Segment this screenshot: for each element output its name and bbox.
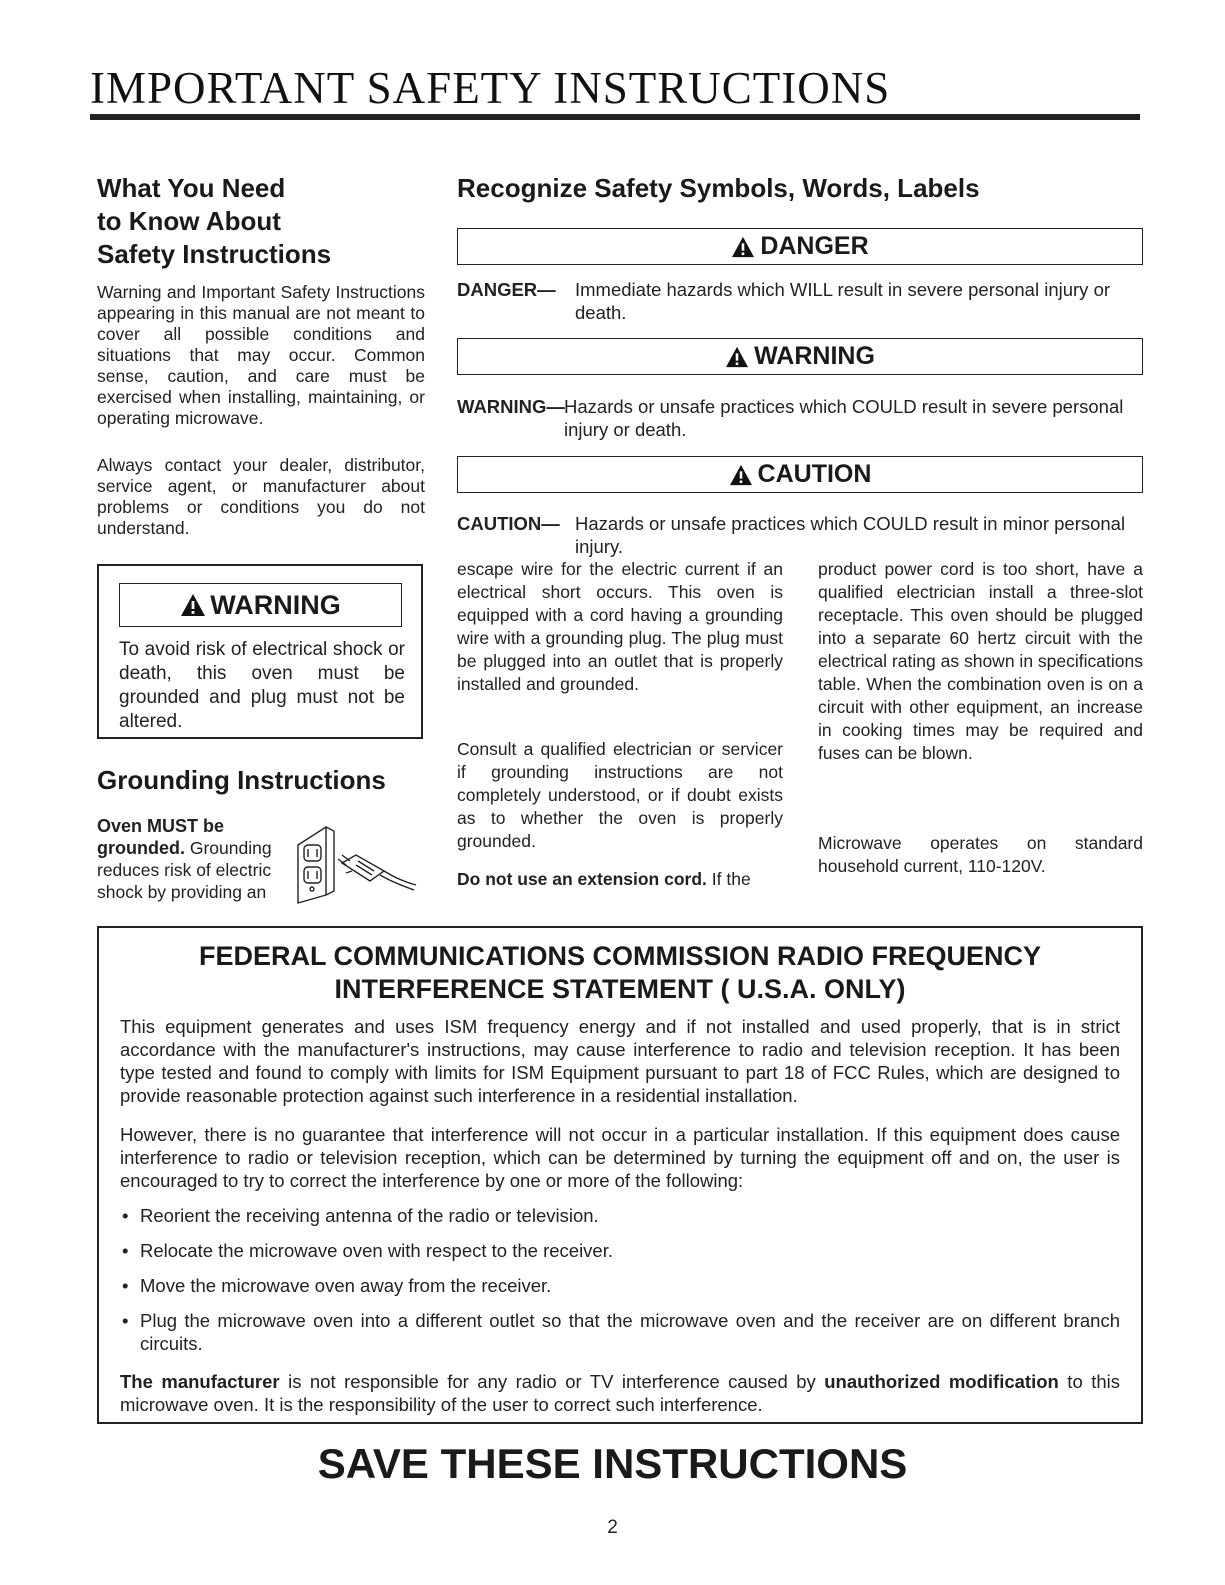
warning-label: WARNING (210, 589, 341, 620)
danger-term: DANGER— (457, 279, 556, 300)
page-title: IMPORTANT SAFETY INSTRUCTIONS (90, 63, 891, 113)
household-current-paragraph: Microwave operates on standard household current, 110-120V. (818, 833, 1143, 876)
caution-description: Hazards or unsafe practices which COULD result in minor personal injury. (575, 513, 1126, 557)
manufacturer-text-end: to this microwave oven. It is the responsibility of the user to correct such interference. (120, 1371, 1121, 1415)
danger-description: Immediate hazards which WILL result in severe personal injury or death. (575, 279, 1111, 323)
fcc-paragraph-1: This equipment generates and uses ISM frequency energy and if not installed and used properly, that is in strict accordance with the manufacturer's instructions, may cause interference to radio and television reception. It has been type tested and found to comply with limits for ISM Equipment pursuant to part 18 of FCC Rules, which are designed to provide reasonable protection against such interference in a residential installation. (120, 1016, 1120, 1106)
power-cord-paragraph: product power cord is too short, have a qualified electrician install a three-slot receptacle. This oven should be plugged into a separate 60 hertz circuit with the electrical rating as shown in specifications table. When the combination oven is on a circuit with other equipment, an increase in cooking times may be required and fuses can be blown. (818, 559, 1143, 763)
danger-banner (457, 228, 1143, 265)
save-instructions-heading: SAVE THESE INSTRUCTIONS (317, 1440, 908, 1487)
caution-banner (457, 456, 1143, 493)
manufacturer-text: is not responsible for any radio or TV interference caused by (279, 1371, 825, 1392)
list-item: • Relocate the microwave oven with respect to the receiver. (120, 1239, 1120, 1262)
fcc-paragraph-2: However, there is no guarantee that interference will not occur in a particular installation. If this equipment does cause interference to radio or television reception, which can be determined by turning the equipment off and on, the user is encouraged to try to correct the interference by one or more of the following: (120, 1124, 1120, 1191)
fcc-heading-line-1: FEDERAL COMMUNICATIONS COMMISSION RADIO FREQUENCY (198, 941, 1041, 971)
warning-text: To avoid risk of electrical shock or death, this oven must be grounded and plug must not be altered. (119, 639, 405, 732)
warning-triangle-icon (729, 464, 753, 486)
section-heading-safety (97, 172, 427, 271)
heading-line: to Know About (97, 206, 281, 236)
warning-definition (457, 395, 1143, 441)
safety-paragraph-1: Warning and Important Safety Instructions appearing in this manual are not meant to cover all possible conditions and situations that may occur. Common sense, caution, and care must be exercised when installing, maintaining, or operating microwave. (97, 282, 425, 428)
caution-definition (457, 512, 1143, 558)
grounding-heading: Grounding Instructions (97, 765, 386, 795)
warning-banner (457, 338, 1143, 375)
danger-label: DANGER (760, 232, 869, 260)
grounding-text: Grounding reduces risk of electric shock by providing an (97, 838, 272, 902)
fcc-heading (97, 940, 1143, 1006)
warning-triangle-icon (731, 236, 755, 258)
fcc-heading-line-2: INTERFERENCE STATEMENT ( U.S.A. ONLY) (334, 974, 906, 1004)
manufacturer-bold: The manufacturer (120, 1371, 280, 1392)
grounding-paragraph (97, 815, 289, 903)
fcc-remedy-list (120, 1204, 1120, 1367)
extension-cord-warning: Do not use an extension cord. (457, 869, 707, 889)
caution-label: CAUTION (757, 460, 872, 488)
consult-electrician-paragraph: Consult a qualified electrician or servicer if grounding instructions are not completely understood, or if doubt exists as to whether the oven is properly grounded. (457, 739, 783, 851)
heading-line: Safety Instructions (97, 239, 332, 269)
heading-line: What You Need (97, 173, 286, 203)
warning-triangle-icon (180, 593, 206, 617)
extension-cord-text: If the (706, 869, 751, 889)
warning-term: WARNING— (457, 396, 565, 417)
list-item: • Plug the microwave oven into a different outlet so that the microwave oven and the receiver are on different branch circuits. (120, 1309, 1120, 1355)
grounded-outlet-plug-icon (290, 815, 425, 905)
extension-cord-paragraph (457, 868, 783, 891)
grounding-bold-lead: Oven MUST be grounded. (97, 816, 225, 858)
danger-definition (457, 278, 1143, 324)
page-number: 2 (607, 1517, 618, 1538)
unauthorized-modification-bold: unauthorized modification (824, 1371, 1059, 1392)
warning-label: WARNING (754, 342, 875, 370)
warning-triangle-icon (725, 346, 749, 368)
safety-paragraph-2: Always contact your dealer, distributor, service agent, or manufacturer about problems or conditions you do not understand. (97, 455, 425, 538)
caution-term: CAUTION— (457, 513, 560, 534)
list-item: • Move the microwave oven away from the receiver. (120, 1274, 1120, 1297)
list-item: • Reorient the receiving antenna of the radio or television. (120, 1204, 1120, 1227)
warning-description: Hazards or unsafe practices which COULD result in severe personal injury or death. (564, 396, 1124, 440)
warning-banner (119, 583, 402, 627)
grounding-continued-paragraph: escape wire for the electric current if an electrical short occurs. This oven is equipped with a cord having a grounding wire with a grounding plug. The plug must be plugged into an outlet that is properly installed and grounded. (457, 559, 783, 694)
title-rule (90, 114, 1140, 120)
symbols-heading: Recognize Safety Symbols, Words, Labels (457, 173, 980, 203)
fcc-manufacturer-paragraph (120, 1370, 1120, 1416)
